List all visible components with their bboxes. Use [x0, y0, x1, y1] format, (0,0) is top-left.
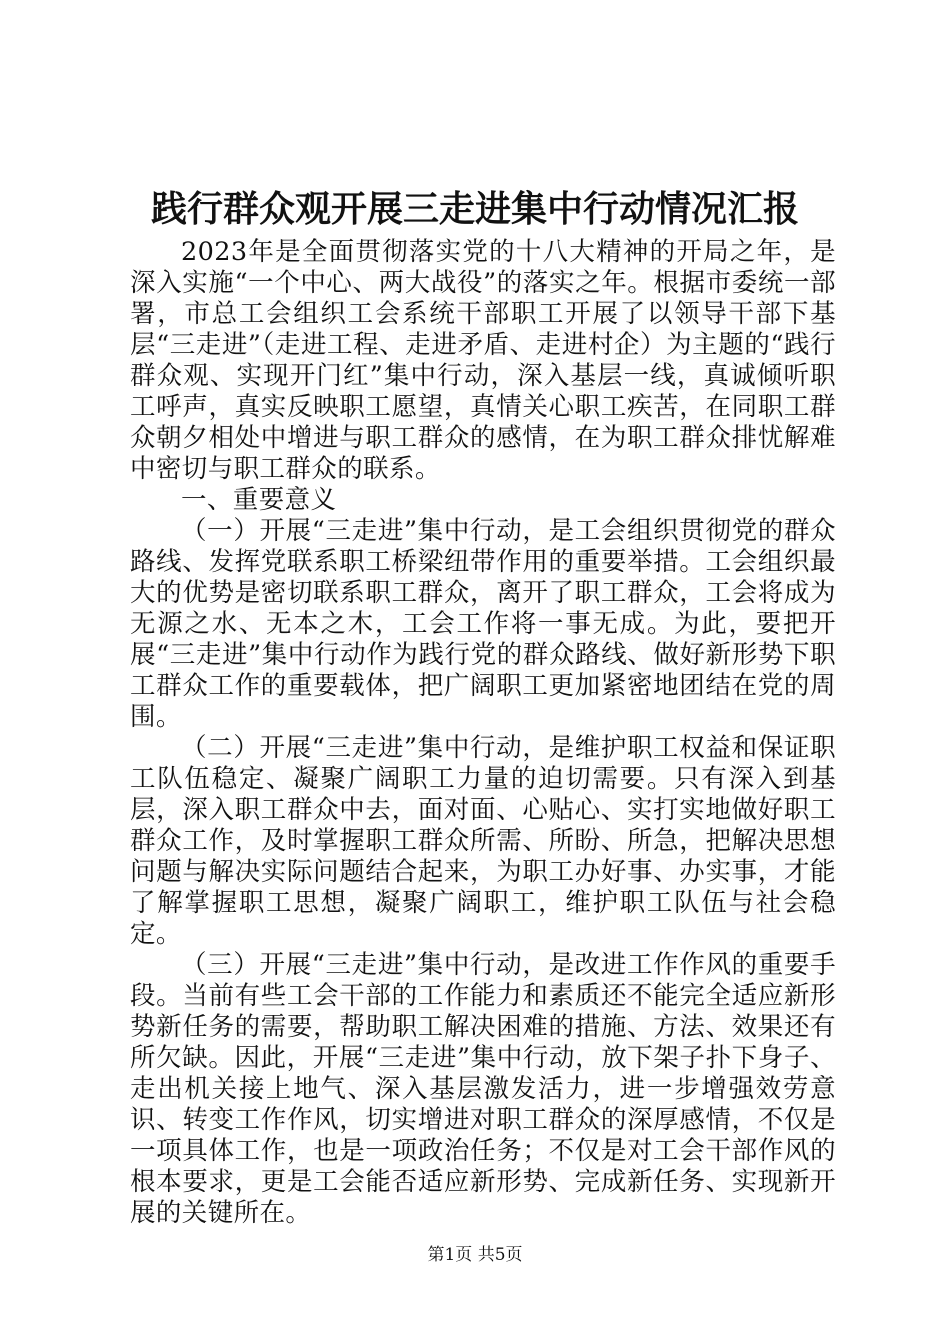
paragraph-point-3: （三）开展“三走进”集中行动，是改进工作作风的重要手段。当前有些工会干部的工作能力和素质还不能完全适应新形势新任务的需要，帮助职工解决困难的措施、方法、效果还有所欠缺。因此，开展“三走进”集中行动，放下架子扑下身子、走出机关接上地气、深入基层激发活力，进一步增强效劳意识、转变工作作风，切实增进对职工群众的深厚感情，不仅是一项具体工作，也是一项政治任务；不仅是对工会干部作风的根本要求，更是工会能否适应新形势、完成新任务、实现新开展的关键所在。	[130, 950, 836, 1228]
document-body	[130, 237, 836, 1229]
intro-paragraph: 2023年是全面贯彻落实党的十八大精神的开局之年，是深入实施“一个中心、两大战役”的落实之年。根据市委统一部署，市总工会组织工会系统干部职工开展了以领导干部下基层“三走进”（走进工程、走进矛盾、走进村企）为主题的“践行群众观、实现开门红”集中行动，深入基层一线，真诚倾听职工呼声，真实反映职工愿望，真情关心职工疾苦，在同职工群众朝夕相处中增进与职工群众的感情，在为职工群众排忧解难中密切与职工群众的联系。	[130, 237, 836, 484]
paragraph-point-2: （二）开展“三走进”集中行动，是维护职工权益和保证职工队伍稳定、凝聚广阔职工力量的迫切需要。只有深入到基层，深入职工群众中去，面对面、心贴心、实打实地做好职工群众工作，及时掌握职工群众所需、所盼、所急，把解决思想问题与解决实际问题结合起来，为职工办好事、办实事，才能了解掌握职工思想，凝聚广阔职工，维护职工队伍与社会稳定。	[130, 733, 836, 949]
section-heading: 一、重要意义	[181, 485, 337, 515]
paragraph-point-1: （一）开展“三走进”集中行动，是工会组织贯彻党的群众路线、发挥党联系职工桥梁纽带作用的重要举措。工会组织最大的优势是密切联系职工群众，离开了职工群众，工会将成为无源之水、无本之木，工会工作将一事无成。为此，要把开展“三走进”集中行动作为践行党的群众路线、做好新形势下职工群众工作的重要载体，把广阔职工更加紧密地团结在党的周围。	[130, 516, 836, 732]
document-title: 践行群众观开展三走进集中行动情况汇报	[150, 188, 799, 230]
page-number-footer: 第1页 共5页	[427, 1245, 523, 1265]
